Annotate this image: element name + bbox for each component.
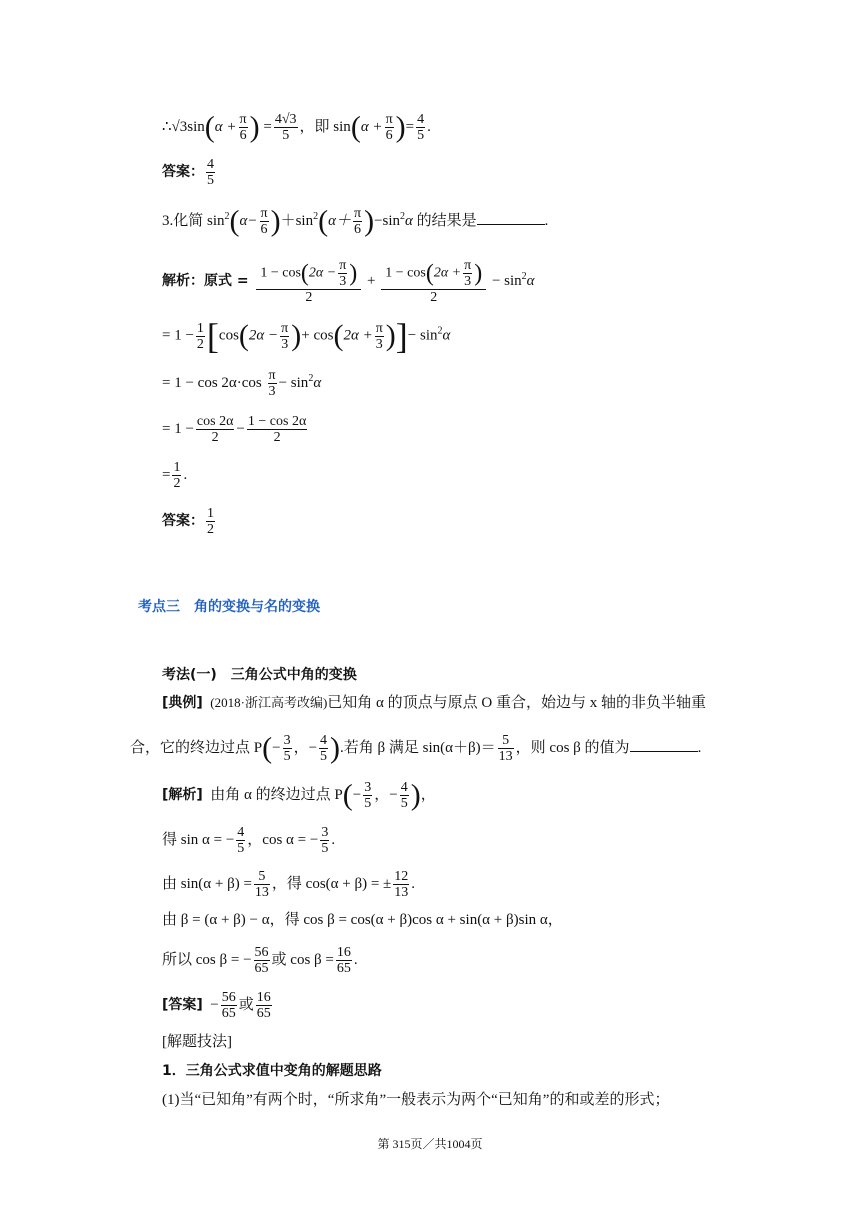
analysis-line-1: [解析] 由角 α 的终边过点 P(− $\frac{3}{5}$ ，− $\frac{4}{5}$ )， [162,778,436,812]
fraction: $\frac{\pi}{3}$ [268,368,276,399]
answer-blank [477,210,545,225]
answer-line: 答案： $\frac{1}{2}$ [162,506,214,537]
solution-3-line-2: = 1 − $\frac{1}{2}$ [cos(2α − $\frac{\pi}{3}$ )+ cos(2α + $\frac{\pi}{3}$ )]− $\sin^2\alpha$ [162,316,451,356]
solution-3-line-3: = 1 − cos 2α·cos $\frac{\pi}{3}$ − $\sin^2\alpha$ [162,368,322,399]
answer-fraction: $\frac{1}{2}$ [207,506,214,537]
tips-item-1: (1)当“已知角”有两个时，“所求角”一般表示为两个“已知角”的和或差的形式； [162,1092,670,1108]
analysis-line-2: 得 sin α = − $\frac{4}{5}$ ，cos α = − $\frac{3}{5}$ . [162,825,336,856]
example-line-1: [典例] (2018·浙江高考改编)已知角 α 的顶点与原点 O 重合，始边与 x 轴的非负半轴重 [162,695,706,711]
page-footer: 第 315页／共1004页 [377,1137,483,1151]
fraction: $\frac{4}{5}$ [417,112,425,143]
fraction: $\frac{1 - \cos 2\alpha}{2}$ [247,414,307,445]
example-line-2: 合，它的终边过点 P(− $\frac{3}{5}$ ，− $\frac{4}{5}$ ).若角 β 满足 sin(α＋β)＝ $\frac{5}{13}$ ，则 cos β 的值为 . [130,731,702,765]
solution-line-1: ∴√3sin(α + $\frac{\pi}{6}$ ) = $\frac{4√3}{5}$ ，即 sin(α + $\frac{\pi}{6}$ )= $\frac{4}{5}$ . [162,110,431,144]
fraction: 1 − cos(2α + $\frac{\pi}{3}$ ) 2 [381,258,486,305]
fraction: $\frac{\pi}{6}$ [353,206,362,237]
analysis-line-4: 由 β = (α + β) − α，得 cos β = cos(α + β)cos α + sin(α + β)sin α， [162,912,563,928]
tips-point-1: 1．三角公式求值中变角的解题思路 [162,1063,382,1079]
fraction: $\frac{\cos 2\alpha}{2}$ [196,414,234,445]
fraction: $\frac{\pi}{6}$ [385,112,393,143]
answer-line: [答案] − $\frac{56}{65}$ 或 $\frac{16}{65}$ [162,990,271,1021]
fraction: $\frac{1}{2}$ [173,460,181,491]
question-3: 3.化简 $\sin^2(\alpha-$ $\frac{\pi}{6}$ )$+\sin^2(\alpha+$ $\frac{\pi}{6}$ )$-\sin^2\alpha$ 的结果是 . [162,204,549,238]
solution-3-line-4: = 1 − $\frac{\cos 2\alpha}{2}$ − $\frac{1 - \cos 2\alpha}{2}$ [162,414,307,445]
method-title: 考法(一) 三角公式中角的变换 [162,667,357,683]
analysis-line-5: 所以 cos β = − $\frac{56}{65}$ 或 cos β = $\frac{16}{65}$ . [162,945,358,976]
solution-3-line-1: 解析：原式 = 1 − cos(2α − $\frac{\pi}{3}$ ) 2 + 1 − cos(2α + $\frac{\pi}{3}$ ) 2 − $\sin^2\alpha$ [162,258,535,305]
answer-line: 答案： $\frac{4}{5}$ [162,157,214,188]
fraction: $\frac{1}{2}$ [196,320,204,352]
solution-3-line-5: = $\frac{1}{2}$ . [162,460,188,491]
fraction: $\frac{\pi}{6}$ [260,206,268,237]
analysis-line-3: 由 sin(α + β) = $\frac{5}{13}$ ，得 cos(α + β) = ± $\frac{12}{13}$ . [162,869,416,900]
answer-blank [630,737,698,752]
answer-fraction: $\frac{4}{5}$ [207,157,214,188]
fraction: $\frac{\pi}{6}$ [239,112,247,143]
section-title: 考点三 角的变换与名的变换 [138,599,320,615]
tips-tag: [解题技法] [162,1034,232,1050]
fraction: 1 − cos(2α − $\frac{\pi}{3}$ ) 2 [256,258,361,305]
fraction: $\frac{4√3}{5}$ [274,112,297,143]
